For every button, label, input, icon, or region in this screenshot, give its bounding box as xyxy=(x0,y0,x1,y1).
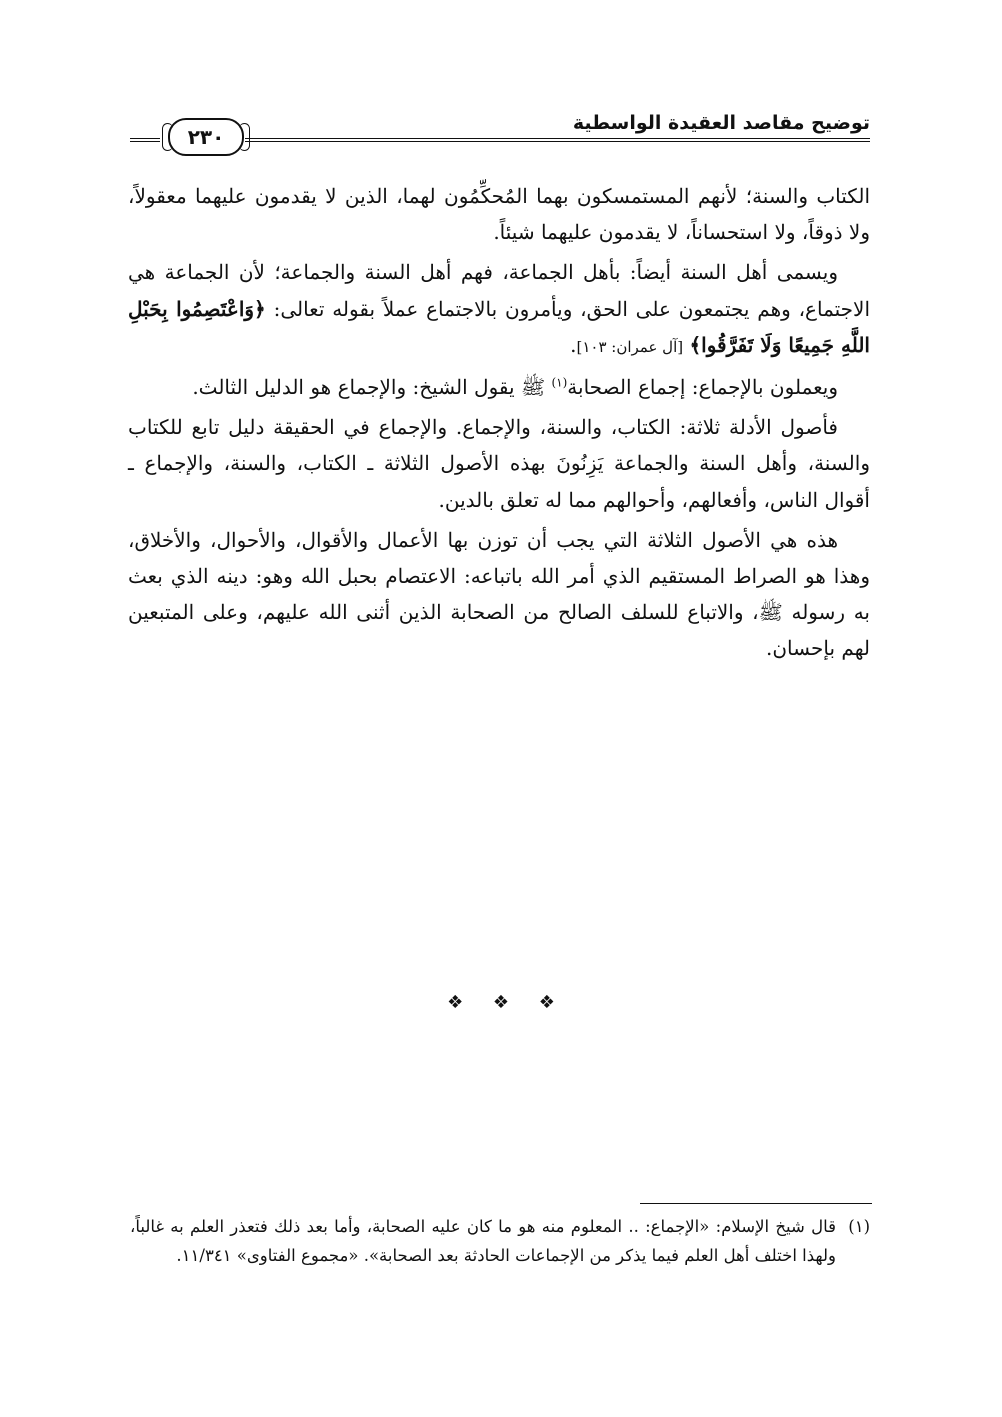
footnote-reference[interactable]: (١) xyxy=(551,375,568,390)
paragraph-1 xyxy=(128,178,870,250)
footnote-text: قال شيخ الإسلام: «الإجماع: .. المعلوم منه هو ما كان عليه الصحابة، وأما بعد ذلك فتعذر العلم به غالباً، ولهذا اختلف أهل العلم فيما يذكر من الإجماعات الحادثة بعد الصحابة». «مجموع الفتاوى» ١١/٣٤١. xyxy=(130,1217,836,1265)
footnotes xyxy=(130,1212,870,1270)
verse-reference: [آل عمران: ١٠٣] xyxy=(576,337,684,356)
footnote-divider xyxy=(640,1203,872,1204)
paragraph-1-text: الكتاب والسنة؛ لأنهم المستمسكون بهما المُحكِّمُون لهما، الذين لا يقدمون عليهما معقولاً، ولا ذوقاً، ولا استحساناً، لا يقدمون عليهما شيئاً. xyxy=(128,184,870,245)
paragraph-4 xyxy=(128,409,870,518)
section-separator: ❖ ❖ ❖ xyxy=(447,992,555,1013)
paragraph-3-before: ويعملون بالإجماع: إجماع الصحابة xyxy=(567,375,838,400)
paragraph-4-text: فأصول الأدلة ثلاثة: الكتاب، والسنة، والإجماع. والإجماع في الحقيقة دليل تابع للكتاب والسنة، وأهل السنة والجماعة يَزِنُونَ بهذه الأصول الثلاثة ـ الكتاب، والسنة، والإجماع ـ أقوال الناس، وأفعالهم، وأحوالهم مما له تعلق بالدين. xyxy=(128,415,870,512)
paragraph-2-after: . xyxy=(570,332,577,357)
page-number: ٢٣٠ xyxy=(187,125,225,149)
footnote-number: (١) xyxy=(848,1217,870,1236)
paragraph-3 xyxy=(128,369,870,405)
page-number-badge xyxy=(168,118,244,156)
book-title: توضيح مقاصد العقيدة الواسطية xyxy=(572,112,870,134)
header-rule-left xyxy=(130,138,160,142)
footnote-1 xyxy=(130,1212,870,1270)
paragraph-5-text: هذه هي الأصول الثلاثة التي يجب أن توزن بها الأعمال والأقوال، والأحوال، والأخلاق، وهذا هو الصراط المستقيم الذي أمر الله باتباعه: الاعتصام بحبل الله وهو: دينه الذي بعث به رسوله ﷺ، والاتباع للسلف الصالح من الصحابة الذين أثنى الله عليهم، وعلى المتبعين لهم بإحسان. xyxy=(128,527,870,661)
header-rule-right xyxy=(245,138,870,142)
page-header xyxy=(130,100,870,160)
paragraph-2-before: ويسمى أهل السنة أيضاً: بأهل الجماعة، فهم أهل السنة والجماعة؛ لأن الجماعة هي الاجتماع، وهم يجتمعون على الحق، ويأمرون بالاجتماع عملاً بقوله تعالى: xyxy=(128,260,870,321)
paragraph-5 xyxy=(128,522,870,667)
quran-verse: ﴿وَاعْتَصِمُوا بِحَبْلِ اللَّهِ جَمِيعًا وَلَا تَفَرَّقُوا﴾ xyxy=(128,296,870,357)
main-text xyxy=(128,178,870,671)
paragraph-3-after: ﷺ يقول الشيخ: والإجماع هو الدليل الثالث. xyxy=(192,375,552,400)
paragraph-2 xyxy=(128,254,870,365)
